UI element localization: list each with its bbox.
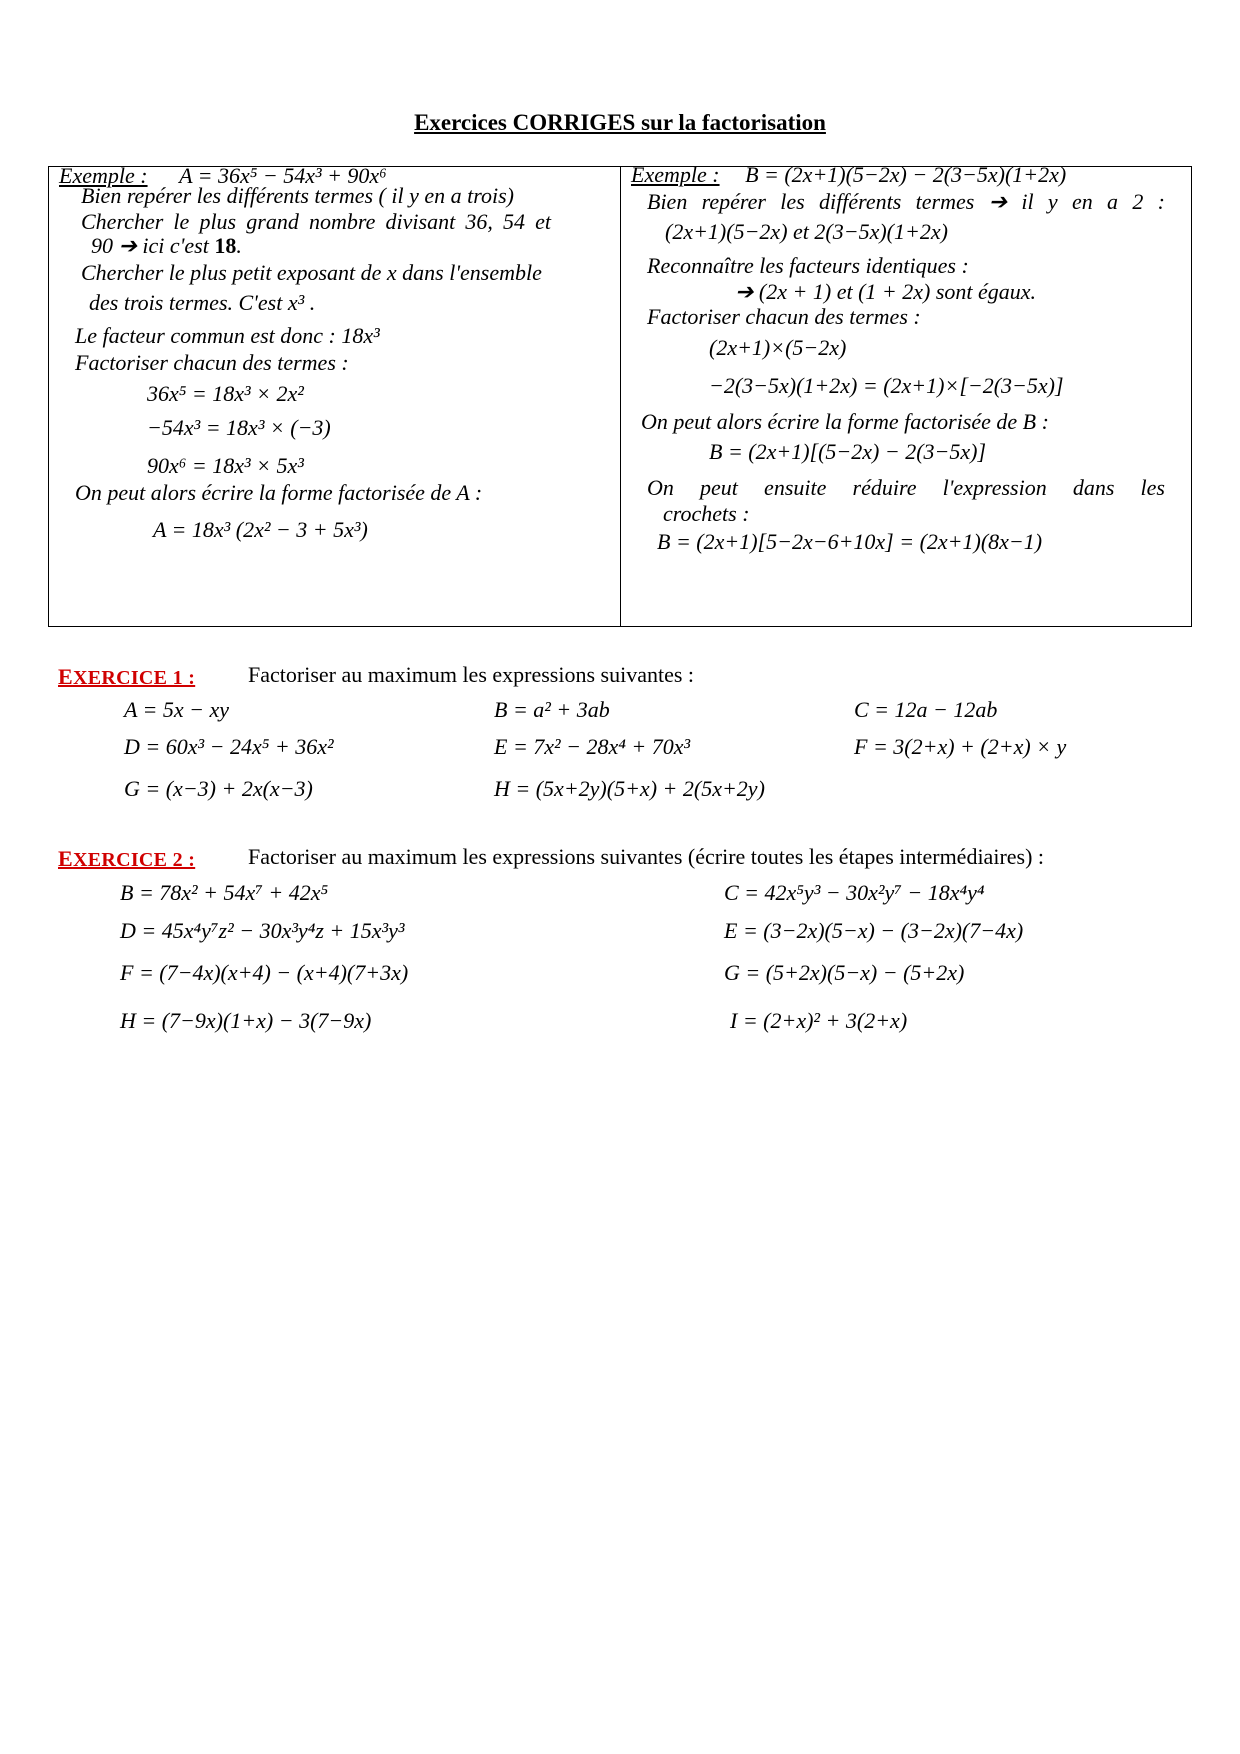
exercise2-expression: D = 45x⁴y⁷z² − 30x³y⁴z + 15x³y³	[120, 918, 405, 943]
exercise1-instruction: Factoriser au maximum les expressions suivantes :	[248, 662, 695, 687]
example-right-eq3: B = (2x+1)[(5−2x) − 2(3−5x)]	[709, 439, 987, 464]
example-left-line3	[91, 233, 242, 259]
example-left-eq2: −54x³ = 18x³ × (−3)	[147, 415, 331, 440]
example-right-line1: Bien repérer les différents termes ➔ il y en a 2 :	[647, 189, 1165, 214]
example-right-eq2: −2(3−5x)(1+2x) = (2x+1)×[−2(3−5x)]	[709, 373, 1064, 398]
example-left-line3-pre: 90 ➔ ici c'est	[91, 233, 209, 258]
page-title: Exercices CORRIGES sur la factorisation	[414, 110, 826, 135]
exercise2-label-rest: XERCICE 2 :	[72, 849, 196, 871]
example-left-line8: On peut alors écrire la forme factorisée de A :	[75, 480, 483, 505]
exercise1-expression: A = 5x − xy	[124, 697, 230, 722]
example-right-header	[631, 162, 1066, 188]
exercise1-expression: G = (x−3) + 2x(x−3)	[124, 776, 313, 801]
example-right-label: Exemple :	[631, 162, 720, 187]
exercise1-expression: H = (5x+2y)(5+x) + 2(5x+2y)	[494, 776, 765, 801]
example-left-eq1: 36x⁵ = 18x³ × 2x²	[147, 381, 304, 406]
example-left-label: Exemple :	[59, 163, 148, 188]
example-left-line2: Chercher le plus grand nombre divisant 36, 54 et	[81, 209, 551, 234]
example-left-line4: Chercher le plus petit exposant de x dans l'ensemble	[81, 260, 542, 285]
exercise2-label	[58, 846, 195, 872]
example-left-line5: des trois termes. C'est x³ .	[89, 290, 316, 315]
exercise2-expression: C = 42x⁵y³ − 30x²y⁷ − 18x⁴y⁴	[724, 880, 985, 905]
exercise2-expression: B = 78x² + 54x⁷ + 42x⁵	[120, 880, 329, 905]
example-left-line7: Factoriser chacun des termes :	[75, 350, 349, 375]
example-left-result: A = 18x³ (2x² − 3 + 5x³)	[153, 517, 368, 542]
exercise1-label-rest: XERCICE 1 :	[72, 667, 196, 689]
exercise1-expression: D = 60x³ − 24x⁵ + 36x²	[124, 734, 334, 759]
example-right-expression: B = (2x+1)(5−2x) − 2(3−5x)(1+2x)	[745, 162, 1067, 187]
example-left-line6: Le facteur commun est donc : 18x³	[75, 323, 380, 348]
exercise2-expression: E = (3−2x)(5−x) − (3−2x)(7−4x)	[724, 918, 1024, 943]
example-right-line8: crochets :	[663, 501, 750, 526]
exercise2-instruction: Factoriser au maximum les expressions suivantes (écrire toutes les étapes intermédiaires) :	[248, 844, 1045, 869]
example-right-line7: On peut ensuite réduire l'expression dans les	[647, 475, 1165, 500]
column-divider	[620, 167, 621, 626]
example-right-line5: Factoriser chacun des termes :	[647, 304, 921, 329]
exercise1-label-initial: E	[58, 664, 73, 689]
example-right-result: B = (2x+1)[5−2x−6+10x] = (2x+1)(8x−1)	[657, 529, 1043, 554]
example-right-line6: On peut alors écrire la forme factorisée de B :	[641, 409, 1049, 434]
example-left-eq3: 90x⁶ = 18x³ × 5x³	[147, 453, 304, 478]
exercise1-expression: E = 7x² − 28x⁴ + 70x³	[494, 734, 691, 759]
exercise2-expression: I = (2+x)² + 3(2+x)	[730, 1008, 908, 1033]
example-left-line3-post: .	[236, 233, 242, 258]
example-left-line3-bold: 18	[214, 233, 237, 258]
exercise2-label-initial: E	[58, 846, 73, 871]
example-right-line4: ➔ (2x + 1) et (1 + 2x) sont égaux.	[735, 279, 1037, 304]
example-left-expression: A = 36x⁵ − 54x³ + 90x⁶	[179, 163, 387, 188]
exercise2-expression: H = (7−9x)(1+x) − 3(7−9x)	[120, 1008, 372, 1033]
exercise2-expression: F = (7−4x)(x+4) − (x+4)(7+3x)	[120, 960, 409, 985]
exercise1-expression: C = 12a − 12ab	[854, 697, 998, 722]
exercise1-expression: F = 3(2+x) + (2+x) × y	[854, 734, 1067, 759]
exercise2-expression: G = (5+2x)(5−x) − (5+2x)	[724, 960, 965, 985]
exercise1-expression: B = a² + 3ab	[494, 697, 610, 722]
examples-box	[48, 162, 1192, 627]
example-right-eq1: (2x+1)×(5−2x)	[709, 335, 847, 360]
example-right-line2: (2x+1)(5−2x) et 2(3−5x)(1+2x)	[665, 219, 948, 244]
exercise1-label	[58, 664, 195, 690]
example-left-line1: Bien repérer les différents termes ( il y en a trois)	[81, 183, 514, 208]
example-right-line3: Reconnaître les facteurs identiques :	[647, 253, 969, 278]
